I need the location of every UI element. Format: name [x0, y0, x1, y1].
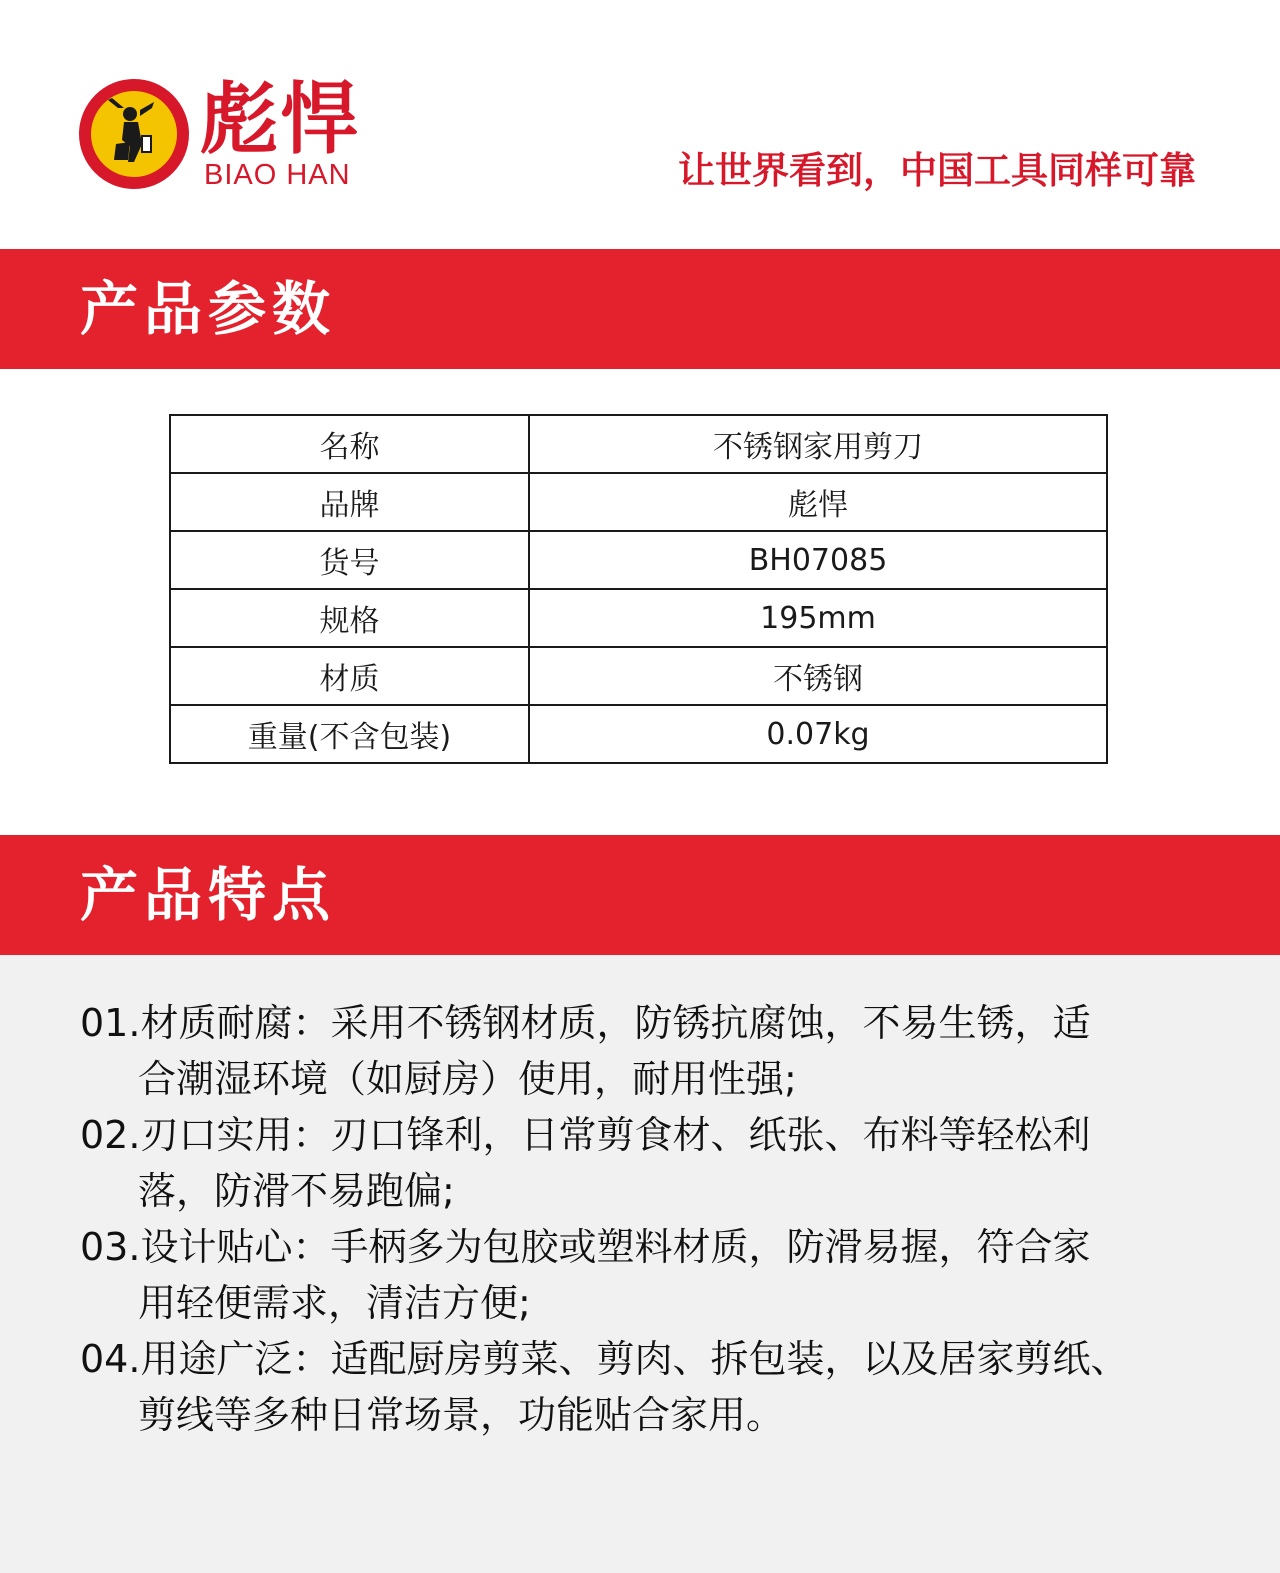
spec-label: 重量(不含包装) [170, 705, 529, 763]
brand-logo-emblem-icon [78, 78, 190, 190]
spec-value: BH07085 [529, 531, 1107, 589]
spec-value: 195mm [529, 589, 1107, 647]
feature-number: 02. [80, 1113, 141, 1157]
spec-label: 材质 [170, 647, 529, 705]
feature-number: 03. [80, 1225, 141, 1269]
table-row [170, 531, 1107, 589]
spec-label: 品牌 [170, 473, 529, 531]
features-section [0, 955, 1280, 1573]
spec-label: 名称 [170, 415, 529, 473]
feature-text-line2: 落，防滑不易跑偏; [138, 1169, 455, 1213]
table-row [170, 473, 1107, 531]
feature-item [80, 1107, 1220, 1219]
spec-value: 不锈钢家用剪刀 [529, 415, 1107, 473]
features-heading-band [0, 835, 1280, 955]
feature-number: 04. [80, 1337, 141, 1381]
params-heading: 产品参数 [80, 275, 337, 343]
table-row [170, 647, 1107, 705]
feature-item [80, 1219, 1220, 1331]
spec-value: 彪悍 [529, 473, 1107, 531]
params-section [0, 369, 1280, 835]
table-row [170, 705, 1107, 763]
feature-text-line2: 用轻便需求，清洁方便; [138, 1281, 531, 1325]
table-row [170, 415, 1107, 473]
spec-label: 规格 [170, 589, 529, 647]
feature-item [80, 1331, 1220, 1443]
feature-number: 01. [80, 1001, 141, 1045]
brand-slogan: 让世界看到，中国工具同样可靠 [678, 149, 1196, 192]
feature-text-line2: 合潮湿环境（如厨房）使用，耐用性强; [138, 1057, 797, 1101]
feature-text-line2: 剪线等多种日常场景，功能贴合家用。 [138, 1393, 785, 1437]
spec-label: 货号 [170, 531, 529, 589]
spec-table [169, 414, 1108, 764]
brand-name-en: BIAO HAN [204, 159, 351, 191]
table-row [170, 589, 1107, 647]
feature-text-line1: 刃口实用：刃口锋利，日常剪食材、纸张、布料等轻松利 [140, 1113, 1091, 1157]
feature-text-line1: 材质耐腐：采用不锈钢材质，防锈抗腐蚀，不易生锈，适 [140, 1001, 1091, 1045]
features-heading: 产品特点 [80, 861, 337, 929]
brand-header [0, 0, 1280, 250]
feature-text-line1: 设计贴心：手柄多为包胶或塑料材质，防滑易握，符合家 [140, 1225, 1091, 1269]
spec-value: 不锈钢 [529, 647, 1107, 705]
params-heading-band [0, 249, 1280, 369]
spec-value: 0.07kg [529, 705, 1107, 763]
brand-name-cn: 彪悍 [200, 74, 361, 165]
feature-item [80, 995, 1220, 1107]
feature-text-line1: 用途广泛：适配厨房剪菜、剪肉、拆包装，以及居家剪纸、 [140, 1337, 1129, 1381]
